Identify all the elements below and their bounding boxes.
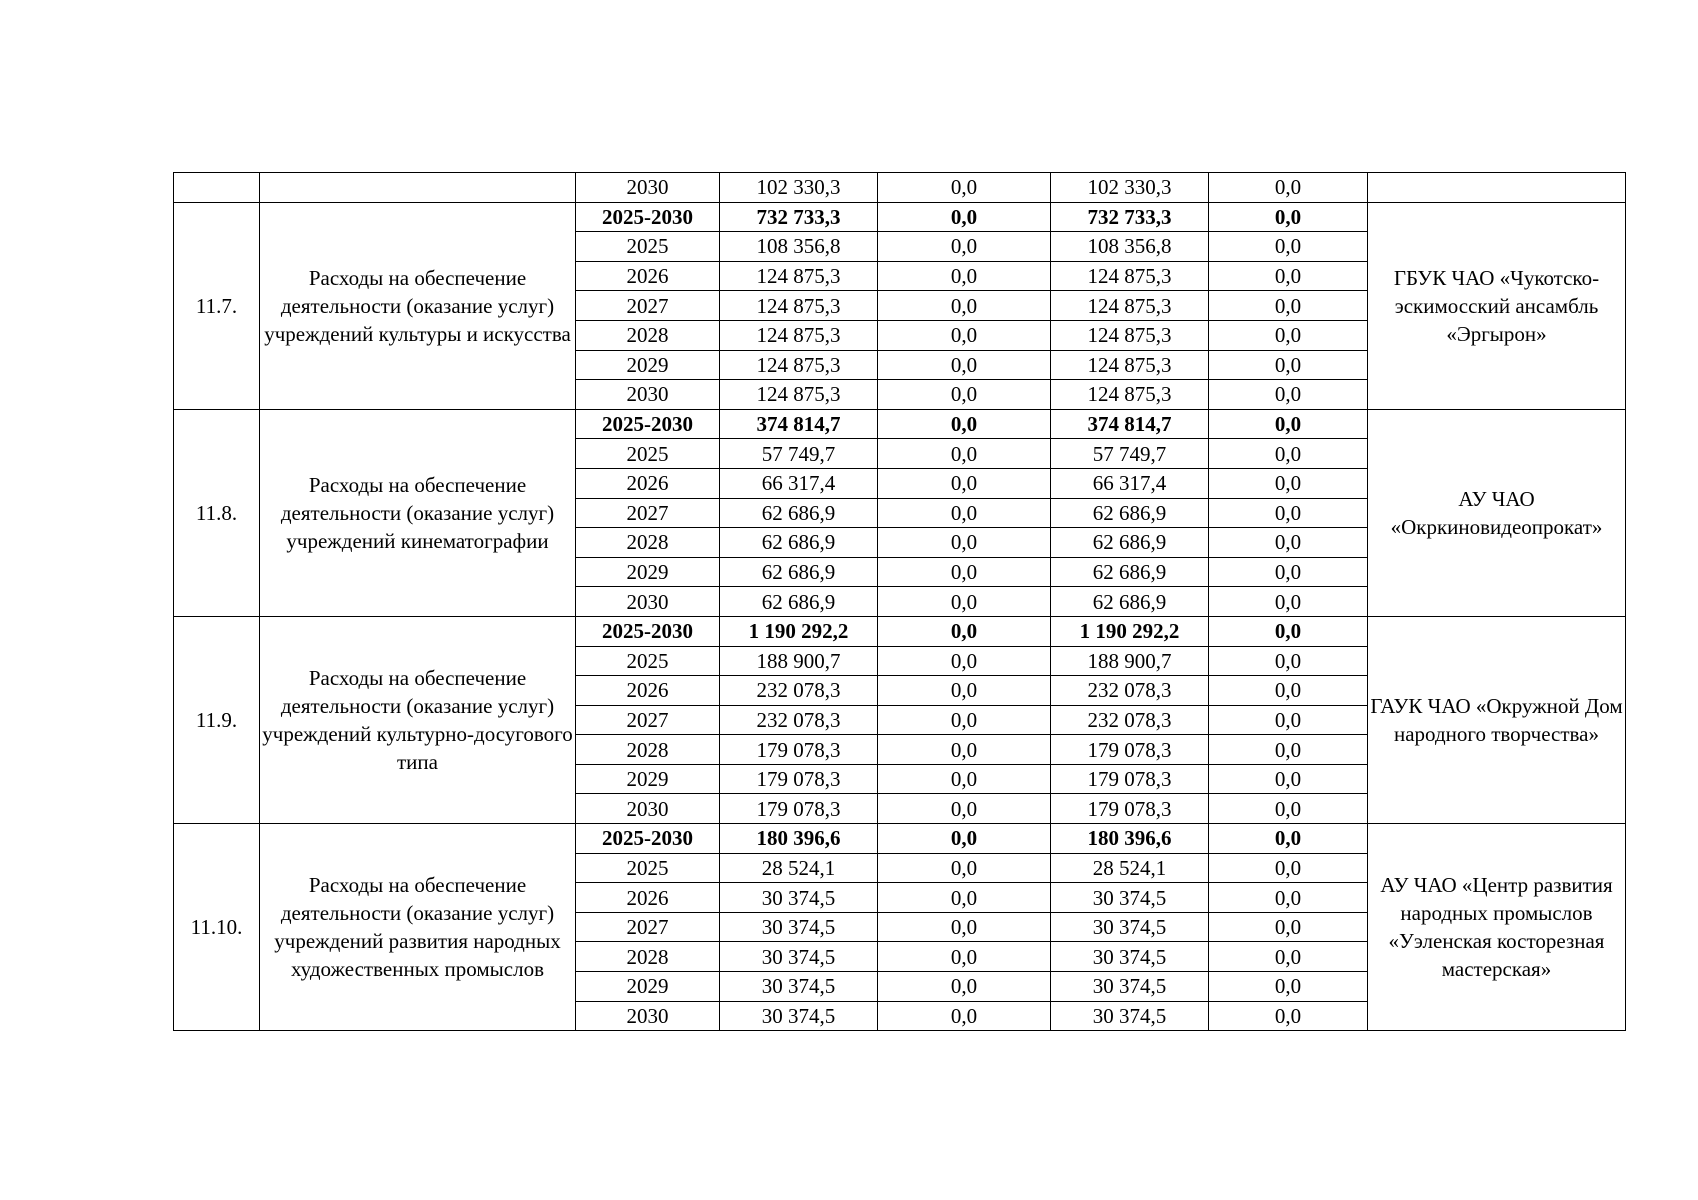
regional-cell: 232 078,3 [1051,705,1209,735]
regional-cell: 124 875,3 [1051,350,1209,380]
regional-cell: 180 396,6 [1051,824,1209,854]
other-cell: 0,0 [1209,646,1368,676]
regional-cell: 30 374,5 [1051,1001,1209,1031]
year-cell: 2026 [576,468,720,498]
empty-executor-cell [1368,173,1626,203]
total-cell: 180 396,6 [720,824,878,854]
item-description-cell: Расходы на обеспечение деятельности (оказание услуг) учреждений культуры и искусства [260,202,576,409]
federal-cell: 0,0 [878,320,1051,350]
executor-cell: АУ ЧАО «Окркиновидеопрокат» [1368,409,1626,616]
item-number-cell: 11.7. [174,202,260,409]
total-cell: 732 733,3 [720,202,878,232]
other-cell: 0,0 [1209,853,1368,883]
total-cell: 108 356,8 [720,232,878,262]
item-description-cell: Расходы на обеспечение деятельности (оказание услуг) учреждений культурно-досугового типа [260,616,576,823]
federal-cell: 0,0 [878,439,1051,469]
other-cell: 0,0 [1209,616,1368,646]
other-cell: 0,0 [1209,794,1368,824]
total-cell: 57 749,7 [720,439,878,469]
total-cell: 62 686,9 [720,498,878,528]
year-cell: 2028 [576,528,720,558]
year-cell: 2025-2030 [576,616,720,646]
regional-cell: 108 356,8 [1051,232,1209,262]
year-cell: 2029 [576,557,720,587]
regional-cell: 30 374,5 [1051,912,1209,942]
total-cell: 124 875,3 [720,350,878,380]
total-cell: 179 078,3 [720,735,878,765]
item-number-cell: 11.8. [174,409,260,616]
federal-cell: 0,0 [878,764,1051,794]
empty-desc-cell [260,173,576,203]
other-cell: 0,0 [1209,468,1368,498]
federal-cell: 0,0 [878,202,1051,232]
other-cell: 0,0 [1209,764,1368,794]
federal-cell: 0,0 [878,409,1051,439]
item-number-cell: 11.9. [174,616,260,823]
year-cell: 2028 [576,320,720,350]
regional-cell: 62 686,9 [1051,557,1209,587]
regional-cell: 124 875,3 [1051,380,1209,410]
other-cell: 0,0 [1209,173,1368,203]
other-cell: 0,0 [1209,883,1368,913]
total-cell: 62 686,9 [720,587,878,617]
other-cell: 0,0 [1209,1001,1368,1031]
table-row-total [174,824,1626,854]
other-cell: 0,0 [1209,350,1368,380]
empty-num-cell [174,173,260,203]
federal-cell: 0,0 [878,972,1051,1002]
other-cell: 0,0 [1209,912,1368,942]
year-cell: 2027 [576,498,720,528]
federal-cell: 0,0 [878,498,1051,528]
executor-cell: ГАУК ЧАО «Окружной Дом народного творчества» [1368,616,1626,823]
federal-cell: 0,0 [878,587,1051,617]
year-cell: 2025 [576,439,720,469]
regional-cell: 232 078,3 [1051,676,1209,706]
federal-cell: 0,0 [878,853,1051,883]
year-cell: 2026 [576,883,720,913]
federal-cell: 0,0 [878,646,1051,676]
regional-cell: 732 733,3 [1051,202,1209,232]
total-cell: 188 900,7 [720,646,878,676]
year-cell: 2027 [576,912,720,942]
total-cell: 179 078,3 [720,794,878,824]
total-cell: 232 078,3 [720,705,878,735]
year-cell: 2028 [576,735,720,765]
federal-cell: 0,0 [878,468,1051,498]
total-cell: 102 330,3 [720,173,878,203]
year-cell: 2029 [576,350,720,380]
total-cell: 30 374,5 [720,942,878,972]
year-cell: 2030 [576,173,720,203]
other-cell: 0,0 [1209,942,1368,972]
federal-cell: 0,0 [878,912,1051,942]
total-cell: 124 875,3 [720,380,878,410]
year-cell: 2030 [576,794,720,824]
federal-cell: 0,0 [878,291,1051,321]
regional-cell: 188 900,7 [1051,646,1209,676]
regional-cell: 66 317,4 [1051,468,1209,498]
year-cell: 2025 [576,646,720,676]
item-number-cell: 11.10. [174,824,260,1031]
regional-cell: 124 875,3 [1051,291,1209,321]
total-cell: 30 374,5 [720,912,878,942]
year-cell: 2026 [576,261,720,291]
total-cell: 30 374,5 [720,883,878,913]
year-cell: 2030 [576,1001,720,1031]
federal-cell: 0,0 [878,232,1051,262]
regional-cell: 1 190 292,2 [1051,616,1209,646]
other-cell: 0,0 [1209,202,1368,232]
table-row-total [174,202,1626,232]
other-cell: 0,0 [1209,261,1368,291]
federal-cell: 0,0 [878,824,1051,854]
other-cell: 0,0 [1209,972,1368,1002]
table-row-total [174,409,1626,439]
regional-cell: 102 330,3 [1051,173,1209,203]
total-cell: 66 317,4 [720,468,878,498]
year-cell: 2026 [576,676,720,706]
regional-cell: 28 524,1 [1051,853,1209,883]
other-cell: 0,0 [1209,439,1368,469]
executor-cell: АУ ЧАО «Центр развития народных промыслов «Уэленская косторезная мастерская» [1368,824,1626,1031]
table-row-carry-over [174,173,1626,203]
year-cell: 2025-2030 [576,824,720,854]
total-cell: 62 686,9 [720,557,878,587]
regional-cell: 57 749,7 [1051,439,1209,469]
total-cell: 124 875,3 [720,320,878,350]
federal-cell: 0,0 [878,794,1051,824]
regional-cell: 30 374,5 [1051,883,1209,913]
regional-cell: 30 374,5 [1051,972,1209,1002]
regional-cell: 179 078,3 [1051,794,1209,824]
federal-cell: 0,0 [878,350,1051,380]
total-cell: 30 374,5 [720,1001,878,1031]
other-cell: 0,0 [1209,735,1368,765]
year-cell: 2029 [576,764,720,794]
other-cell: 0,0 [1209,498,1368,528]
federal-cell: 0,0 [878,261,1051,291]
federal-cell: 0,0 [878,1001,1051,1031]
federal-cell: 0,0 [878,173,1051,203]
regional-cell: 124 875,3 [1051,320,1209,350]
federal-cell: 0,0 [878,528,1051,558]
federal-cell: 0,0 [878,735,1051,765]
total-cell: 179 078,3 [720,764,878,794]
federal-cell: 0,0 [878,557,1051,587]
year-cell: 2029 [576,972,720,1002]
total-cell: 30 374,5 [720,972,878,1002]
year-cell: 2027 [576,705,720,735]
year-cell: 2025-2030 [576,202,720,232]
regional-cell: 62 686,9 [1051,528,1209,558]
federal-cell: 0,0 [878,883,1051,913]
other-cell: 0,0 [1209,409,1368,439]
other-cell: 0,0 [1209,587,1368,617]
regional-cell: 30 374,5 [1051,942,1209,972]
item-description-cell: Расходы на обеспечение деятельности (оказание услуг) учреждений развития народных художественных промыслов [260,824,576,1031]
total-cell: 1 190 292,2 [720,616,878,646]
item-description-cell: Расходы на обеспечение деятельности (оказание услуг) учреждений кинематографии [260,409,576,616]
total-cell: 124 875,3 [720,291,878,321]
year-cell: 2025 [576,853,720,883]
federal-cell: 0,0 [878,380,1051,410]
other-cell: 0,0 [1209,557,1368,587]
other-cell: 0,0 [1209,824,1368,854]
year-cell: 2027 [576,291,720,321]
regional-cell: 62 686,9 [1051,587,1209,617]
regional-cell: 374 814,7 [1051,409,1209,439]
budget-table [173,172,1626,1031]
other-cell: 0,0 [1209,676,1368,706]
regional-cell: 179 078,3 [1051,764,1209,794]
regional-cell: 124 875,3 [1051,261,1209,291]
year-cell: 2030 [576,380,720,410]
executor-cell: ГБУК ЧАО «Чукотско-эскимосский ансамбль «Эргырон» [1368,202,1626,409]
other-cell: 0,0 [1209,528,1368,558]
total-cell: 62 686,9 [720,528,878,558]
total-cell: 124 875,3 [720,261,878,291]
year-cell: 2025 [576,232,720,262]
total-cell: 232 078,3 [720,676,878,706]
federal-cell: 0,0 [878,616,1051,646]
other-cell: 0,0 [1209,291,1368,321]
federal-cell: 0,0 [878,676,1051,706]
total-cell: 28 524,1 [720,853,878,883]
year-cell: 2030 [576,587,720,617]
other-cell: 0,0 [1209,320,1368,350]
federal-cell: 0,0 [878,942,1051,972]
regional-cell: 62 686,9 [1051,498,1209,528]
other-cell: 0,0 [1209,380,1368,410]
budget-table-body [174,173,1626,1031]
table-row-total [174,616,1626,646]
other-cell: 0,0 [1209,705,1368,735]
total-cell: 374 814,7 [720,409,878,439]
federal-cell: 0,0 [878,705,1051,735]
year-cell: 2025-2030 [576,409,720,439]
other-cell: 0,0 [1209,232,1368,262]
regional-cell: 179 078,3 [1051,735,1209,765]
year-cell: 2028 [576,942,720,972]
